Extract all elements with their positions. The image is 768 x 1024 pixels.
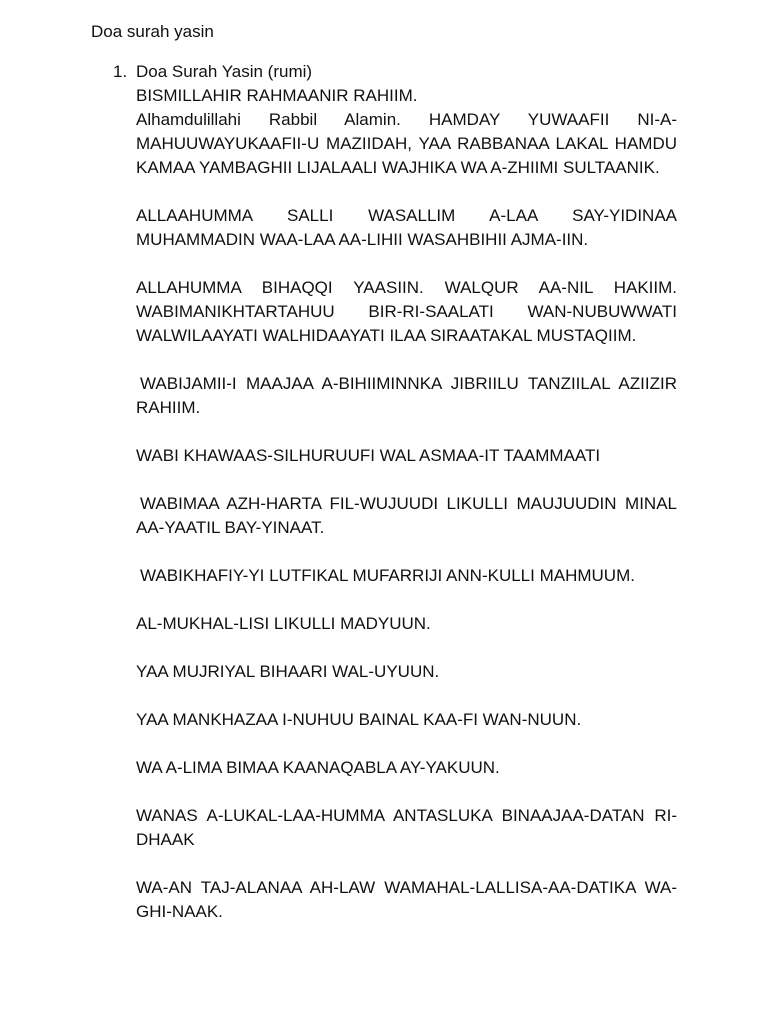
paragraph-alima: WA A-LIMA BIMAA KAANAQABLA AY-YAKUUN.	[136, 758, 500, 777]
paragraph-bihaqqi-yaasiin: ALLAHUMMA BIHAQQI YAASIIN. WALQUR AA-NIL HAKIIM. WABIMANIKHTARTAHUU BIR-RI-SAALATI WAN-NUBUWWATI WALWILAAYATI WALHIDAAYATI ILAA SIRAATAKAL MUSTAQIIM.	[136, 278, 677, 345]
document-title: Doa surah yasin	[91, 22, 214, 41]
paragraph-wa-an-tajalanaa: WA-AN TAJ-ALANAA AH-LAW WAMAHAL-LALLISA-AA-DATIKA WA-GHI-NAAK.	[136, 878, 677, 921]
paragraph-mukhallisi: AL-MUKHAL-LISI LIKULLI MADYUUN.	[136, 614, 431, 633]
paragraph-wabimaa: WABIMAA AZH-HARTA FIL-WUJUUDI LIKULLI MAUJUUDIN MINAL AA-YAATIL BAY-YINAAT.	[136, 494, 677, 537]
section-heading: Doa Surah Yasin (rumi)	[136, 62, 313, 81]
paragraph-mankhazaa: YAA MANKHAZAA I-NUHUU BAINAL KAA-FI WAN-NUUN.	[136, 710, 582, 729]
paragraph-wabikhafiy: WABIKHAFIY-YI LUTFIKAL MUFARRIJI ANN-KULLI MAHMUUM.	[140, 566, 635, 585]
paragraph-mujriyal: YAA MUJRIYAL BIHAARI WAL-UYUUN.	[136, 662, 440, 681]
paragraph-salawat: ALLAAHUMMA SALLI WASALLIM A-LAA SAY-YIDINAA MUHAMMADIN WAA-LAA AA-LIHII WASAHBIHII AJMA-IIN.	[136, 206, 677, 249]
paragraph-khawaas: WABI KHAWAAS-SILHURUUFI WAL ASMAA-IT TAAMMAATI	[136, 446, 601, 465]
prayer-text	[136, 84, 677, 924]
paragraph-alhamdulillah: Alhamdulillahi Rabbil Alamin. HAMDAY YUWAAFII NI-A-MAHUUWAYUKAAFII-U MAZIIDAH, YAA RABBANAA LAKAL HAMDU KAMAA YAMBAGHII LIJALAALI WAJHIKA WA A-ZHIIMI SULTAANIK.	[136, 110, 677, 177]
paragraph-bismillah: BISMILLAHIR RAHMAANIR RAHIIM.	[136, 86, 418, 105]
paragraph-wabijamii: WABIJAMII-I MAAJAA A-BIHIIMINNKA JIBRIILU TANZIILAL AZIIZIR RAHIIM.	[136, 374, 677, 417]
list-number: 1.	[113, 62, 128, 81]
paragraph-wanas-alukal: WANAS A-LUKAL-LAA-HUMMA ANTASLUKA BINAAJAA-DATAN RI-DHAAK	[136, 806, 677, 849]
